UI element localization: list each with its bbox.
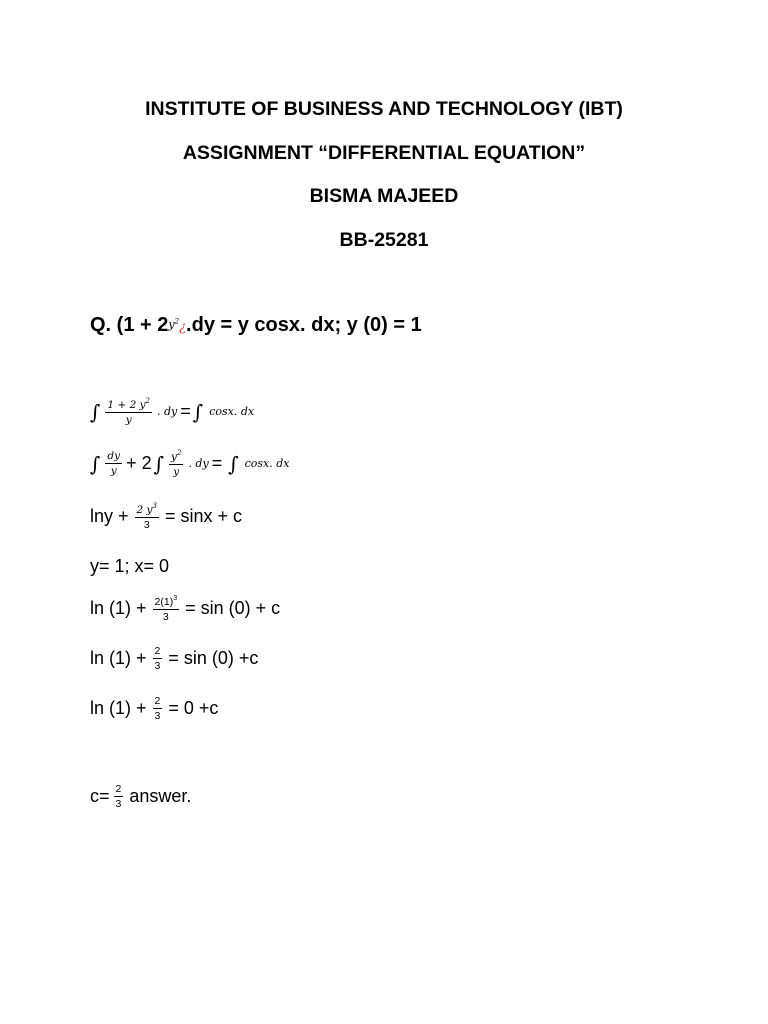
institute-title: INSTITUTE OF BUSINESS AND TECHNOLOGY (IBT) bbox=[145, 98, 623, 120]
fraction: $\frac{2}{3}$ bbox=[115, 783, 122, 810]
question-y-symbol: $y^2$ bbox=[168, 317, 180, 331]
fraction: $\frac{dy}{y}$ bbox=[107, 450, 121, 477]
fraction: $\frac{2}{3}$ bbox=[154, 695, 161, 722]
fraction: $\frac{1 + 2 y^2}{y}$ bbox=[107, 397, 150, 426]
question-red-mark: ¿ bbox=[179, 320, 187, 335]
final-answer: c= $\frac{2}{3}$ answer. bbox=[90, 783, 192, 810]
assignment-title: ASSIGNMENT “DIFFERENTIAL EQUATION” bbox=[182, 142, 586, 164]
step-1: ∫ $\frac{1 + 2 y^2}{y}$ . dy = ∫ cosx. dx bbox=[90, 397, 255, 426]
step-6: ln (1) + $\frac{2}{3}$ = sin (0) +c bbox=[90, 645, 259, 672]
integral-sign: ∫ bbox=[90, 399, 101, 424]
fraction: $\frac{2}{3}$ bbox=[154, 645, 161, 672]
step-2: ∫ $\frac{dy}{y}$ + 2 ∫ $\frac{y^2}{y}$ . dy = ∫ cosx. dx bbox=[90, 449, 290, 478]
integral-sign: ∫ bbox=[153, 451, 165, 476]
integral-sign: ∫ bbox=[228, 451, 239, 476]
question-prefix: Q. (1 + 2 bbox=[90, 314, 169, 336]
integral-sign: ∫ bbox=[90, 451, 101, 476]
fraction: $\frac{2 y^3}{3}$ bbox=[136, 502, 157, 531]
step-7: ln (1) + $\frac{2}{3}$ = 0 +c bbox=[90, 695, 219, 722]
question-suffix: .dy = y cosx. dx; y (0) = 1 bbox=[186, 314, 422, 336]
step-5: ln (1) + $\frac{2(1)^3}{3}$ = sin (0) + c bbox=[90, 595, 281, 623]
fraction: $\frac{y^2}{y}$ bbox=[171, 449, 182, 478]
step-4: y= 1; x= 0 bbox=[90, 556, 170, 576]
question-statement bbox=[90, 314, 422, 337]
step-3: lny + $\frac{2 y^3}{3}$ = sinx + c bbox=[90, 502, 242, 531]
integral-sign: ∫ bbox=[192, 399, 204, 424]
student-name: BISMA MAJEED bbox=[309, 185, 459, 207]
student-id: BB-25281 bbox=[339, 229, 429, 251]
fraction: $\frac{2(1)^3}{3}$ bbox=[154, 595, 178, 623]
